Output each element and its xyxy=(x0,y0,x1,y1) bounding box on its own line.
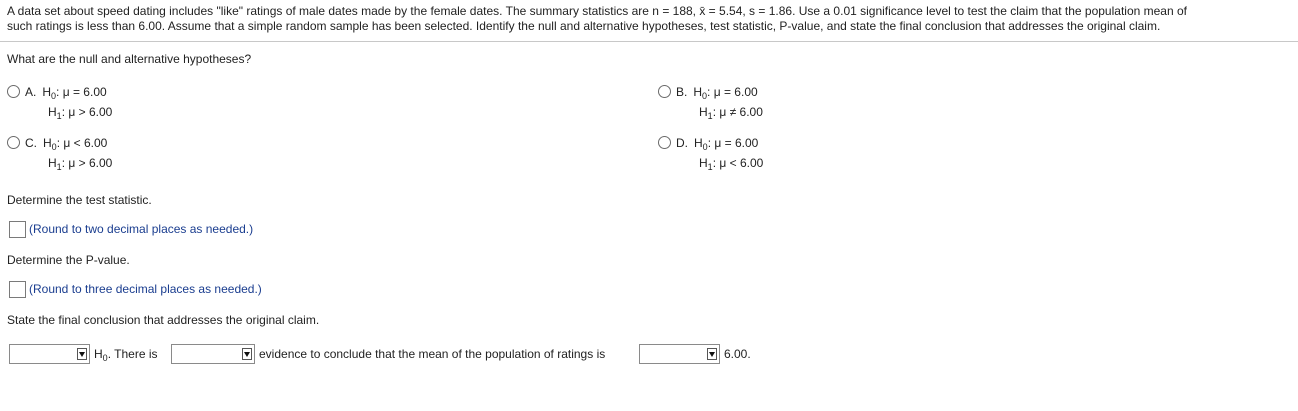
h1-label: $H_1$: xyxy=(48,156,66,172)
problem-line-1: A data set about speed dating includes "like" ratings of male dates made by the female dates. The summary statistics are n = 188, x̄ = 5.54, s = 1.86. Use a 0.01 significance level to test the claim that the population mean of xyxy=(7,4,1187,18)
conclusion-prompt: State the final conclusion that addresses the original claim. xyxy=(7,313,320,327)
h1-label: $H_1$: xyxy=(699,156,717,172)
evidence-dropdown[interactable] xyxy=(171,344,255,364)
conclusion-h0-text: $H_0$. There is xyxy=(94,347,158,363)
option-letter: C. xyxy=(25,136,37,150)
h1-expression: μ > 6.00 xyxy=(68,156,113,170)
divider xyxy=(0,41,1298,42)
option-d-h1 xyxy=(699,153,763,173)
h1-label: $H_1$: xyxy=(48,105,66,121)
chevron-down-icon xyxy=(242,348,252,360)
h0-label: $H_0$: xyxy=(43,136,61,152)
option-letter: B. xyxy=(676,85,688,99)
problem-line-2: such ratings is less than 6.00. Assume that a simple random sample has been selected. Identify the null and alternative hypotheses, test statistic, P-value, and state the final conclusion that addresses the original claim. xyxy=(7,19,1161,33)
radio-button[interactable] xyxy=(658,85,671,98)
h1-expression: μ ≠ 6.00 xyxy=(719,105,763,119)
test-statistic-prompt: Determine the test statistic. xyxy=(7,193,152,207)
h1-expression: μ < 6.00 xyxy=(719,156,764,170)
conclusion-end-text: 6.00. xyxy=(724,347,751,361)
option-b-h1 xyxy=(699,102,763,122)
hypotheses-question: What are the null and alternative hypotheses? xyxy=(7,52,252,66)
h0-expression: μ = 6.00 xyxy=(713,85,758,99)
p-value-row xyxy=(9,281,262,298)
chevron-down-icon xyxy=(707,348,717,360)
option-c[interactable] xyxy=(7,133,107,153)
test-statistic-row xyxy=(9,221,253,238)
h0-label: $H_0$: xyxy=(694,136,712,152)
h1-label: $H_1$: xyxy=(699,105,717,121)
p-value-input[interactable] xyxy=(9,281,26,298)
h0-expression: μ = 6.00 xyxy=(62,85,107,99)
option-a[interactable] xyxy=(7,82,107,102)
option-d[interactable] xyxy=(658,133,758,153)
conclusion-middle-text: evidence to conclude that the mean of the population of ratings is xyxy=(259,347,606,361)
h0-expression: μ = 6.00 xyxy=(714,136,759,150)
chevron-down-icon xyxy=(77,348,87,360)
option-letter: A. xyxy=(25,85,37,99)
p-value-prompt: Determine the P-value. xyxy=(7,253,130,267)
h0-label: $H_0$: xyxy=(42,85,60,101)
h0-expression: μ < 6.00 xyxy=(63,136,108,150)
test-statistic-input[interactable] xyxy=(9,221,26,238)
radio-button[interactable] xyxy=(658,136,671,149)
test-statistic-hint: (Round to two decimal places as needed.) xyxy=(29,222,254,236)
option-a-h1 xyxy=(48,102,112,122)
decision-dropdown[interactable] xyxy=(9,344,90,364)
radio-button[interactable] xyxy=(7,136,20,149)
option-b[interactable] xyxy=(658,82,758,102)
h1-expression: μ > 6.00 xyxy=(68,105,113,119)
problem-statement xyxy=(7,4,1187,34)
radio-button[interactable] xyxy=(7,85,20,98)
p-value-hint: (Round to three decimal places as needed.) xyxy=(29,282,262,296)
option-letter: D. xyxy=(676,136,688,150)
h0-label: $H_0$: xyxy=(693,85,711,101)
relation-dropdown[interactable] xyxy=(639,344,720,364)
option-c-h1 xyxy=(48,153,112,173)
